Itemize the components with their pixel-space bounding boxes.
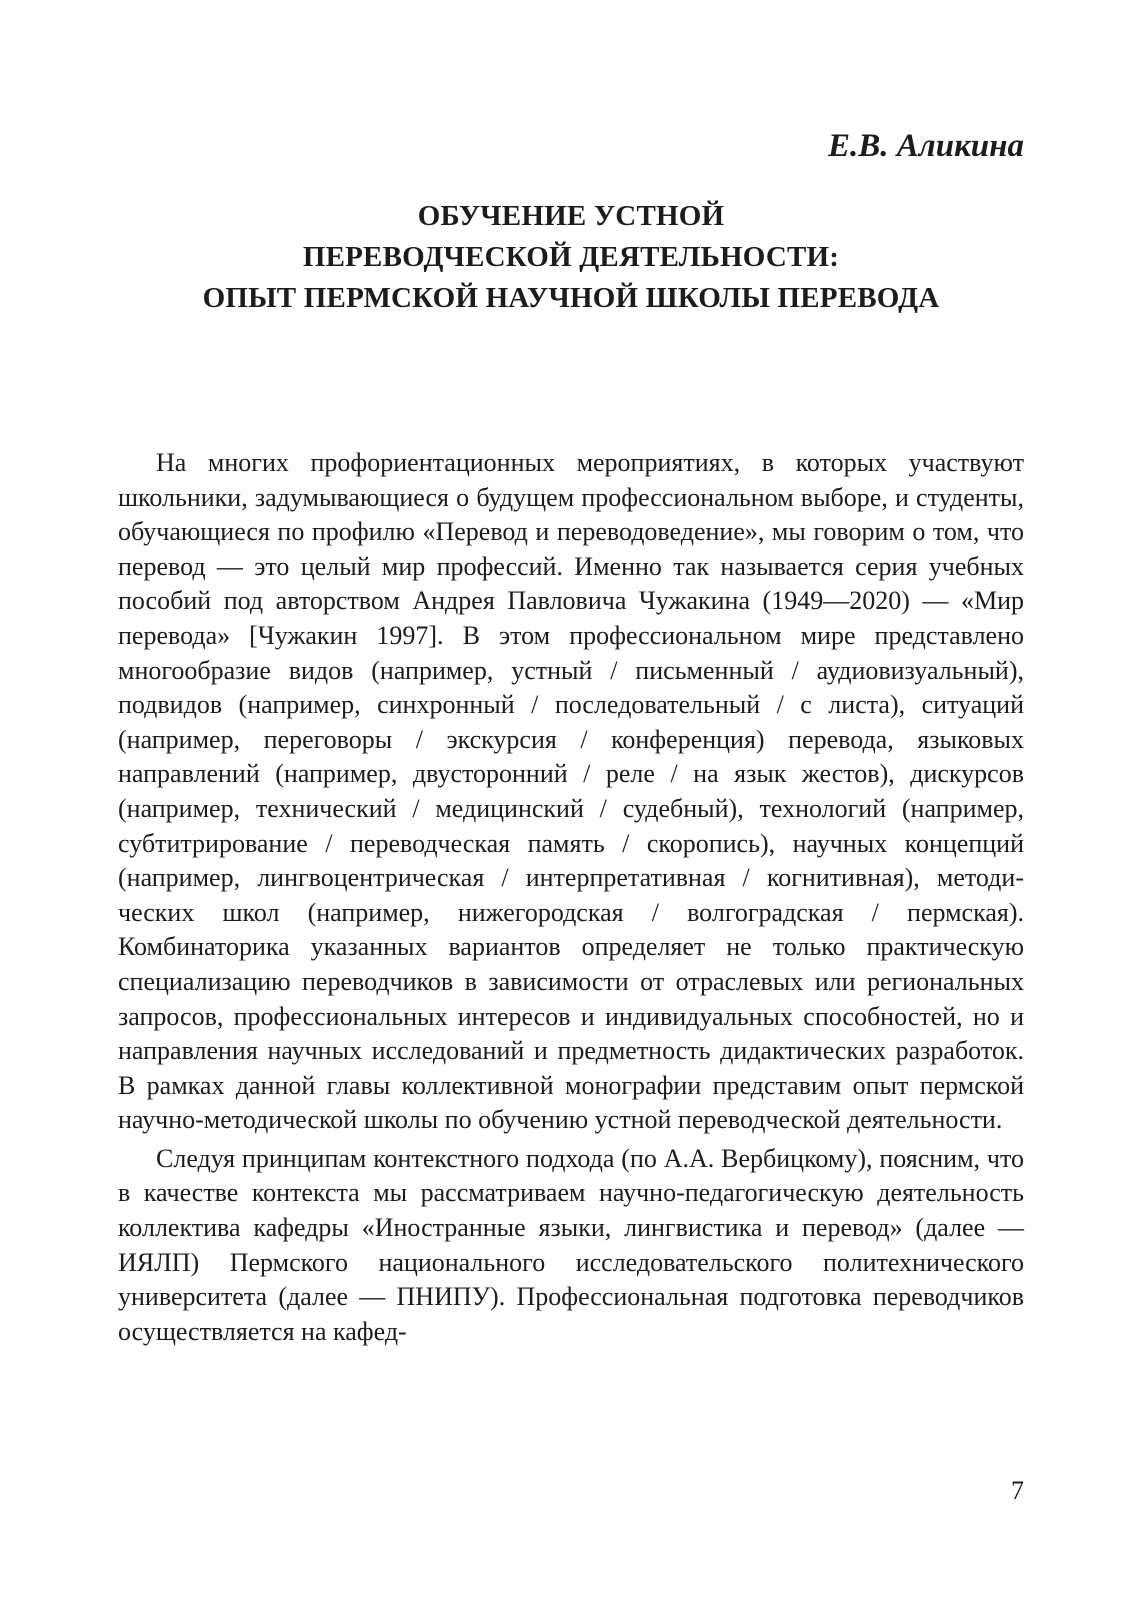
chapter-title	[118, 196, 1024, 319]
body-paragraph: На многих профориентационных мероприятиях, в которых участвуют школьники, задумывающиеся о будущем профессиональном выборе, и студенты, обучающиеся по профилю «Перевод и переводоведение», мы говорим о том, что перевод — это целый мир профессий. Именно так называется серия учебных пособий под авторством Андрея Павловича Чужакина (1949—2020) — «Мир перевода» [Чужакин 1997]. В этом профессиональном мире представлено многообразие видов (например, устный / письменный / аудиовизуальный), подвидов (например, синхронный / последовательный / с листа), ситуаций (например, переговоры / экскурсия / конференция) перевода, языковых направлений (например, двусторонний / реле / на язык жестов), дискурсов (например, технический / медицинский / судебный), технологий (например, субтитрирование / переводческая память / скоропись), научных концепций (например, лингвоцентрическая / интерпретативная / когнитивная), методических школ (например, нижегородская / волгоградская / пермская). Комбинаторика указанных вариантов определяет не только практическую специализацию переводчиков в зависимости от отраслевых или региональных запросов, профессиональных интересов и индивидуальных способностей, но и направления научных исследований и предметность дидактических разработок. В рамках данной главы коллективной монографии представим опыт пермской научно-методической школы по обучению устной переводческой деятельности.	[118, 448, 1024, 1135]
body-text	[118, 446, 1024, 1349]
author-name: Е.В. Аликина	[828, 128, 1024, 164]
chapter-title-line: ОПЫТ ПЕРМСКОЙ НАУЧНОЙ ШКОЛЫ ПЕРЕВОДА	[202, 282, 940, 314]
page-number: 7	[1011, 1476, 1024, 1505]
chapter-title-line: ПЕРЕВОДЧЕСКОЙ ДЕЯТЕЛЬНОСТИ:	[302, 241, 840, 273]
chapter-title-line: ОБУЧЕНИЕ УСТНОЙ	[417, 200, 725, 232]
body-paragraph: Следуя принципам контекстного подхода (по А.А. Вербицкому), поясним, что в качестве контекста мы рассматриваем научно-педагогическую деятельность коллектива кафедры «Иностранные языки, лингвистика и перевод» (далее — ИЯЛП) Пермского национального исследовательского политехнического университета (далее — ПНИПУ). Профессиональная подготовка переводчиков осуществляется на кафед-	[118, 1143, 1024, 1346]
